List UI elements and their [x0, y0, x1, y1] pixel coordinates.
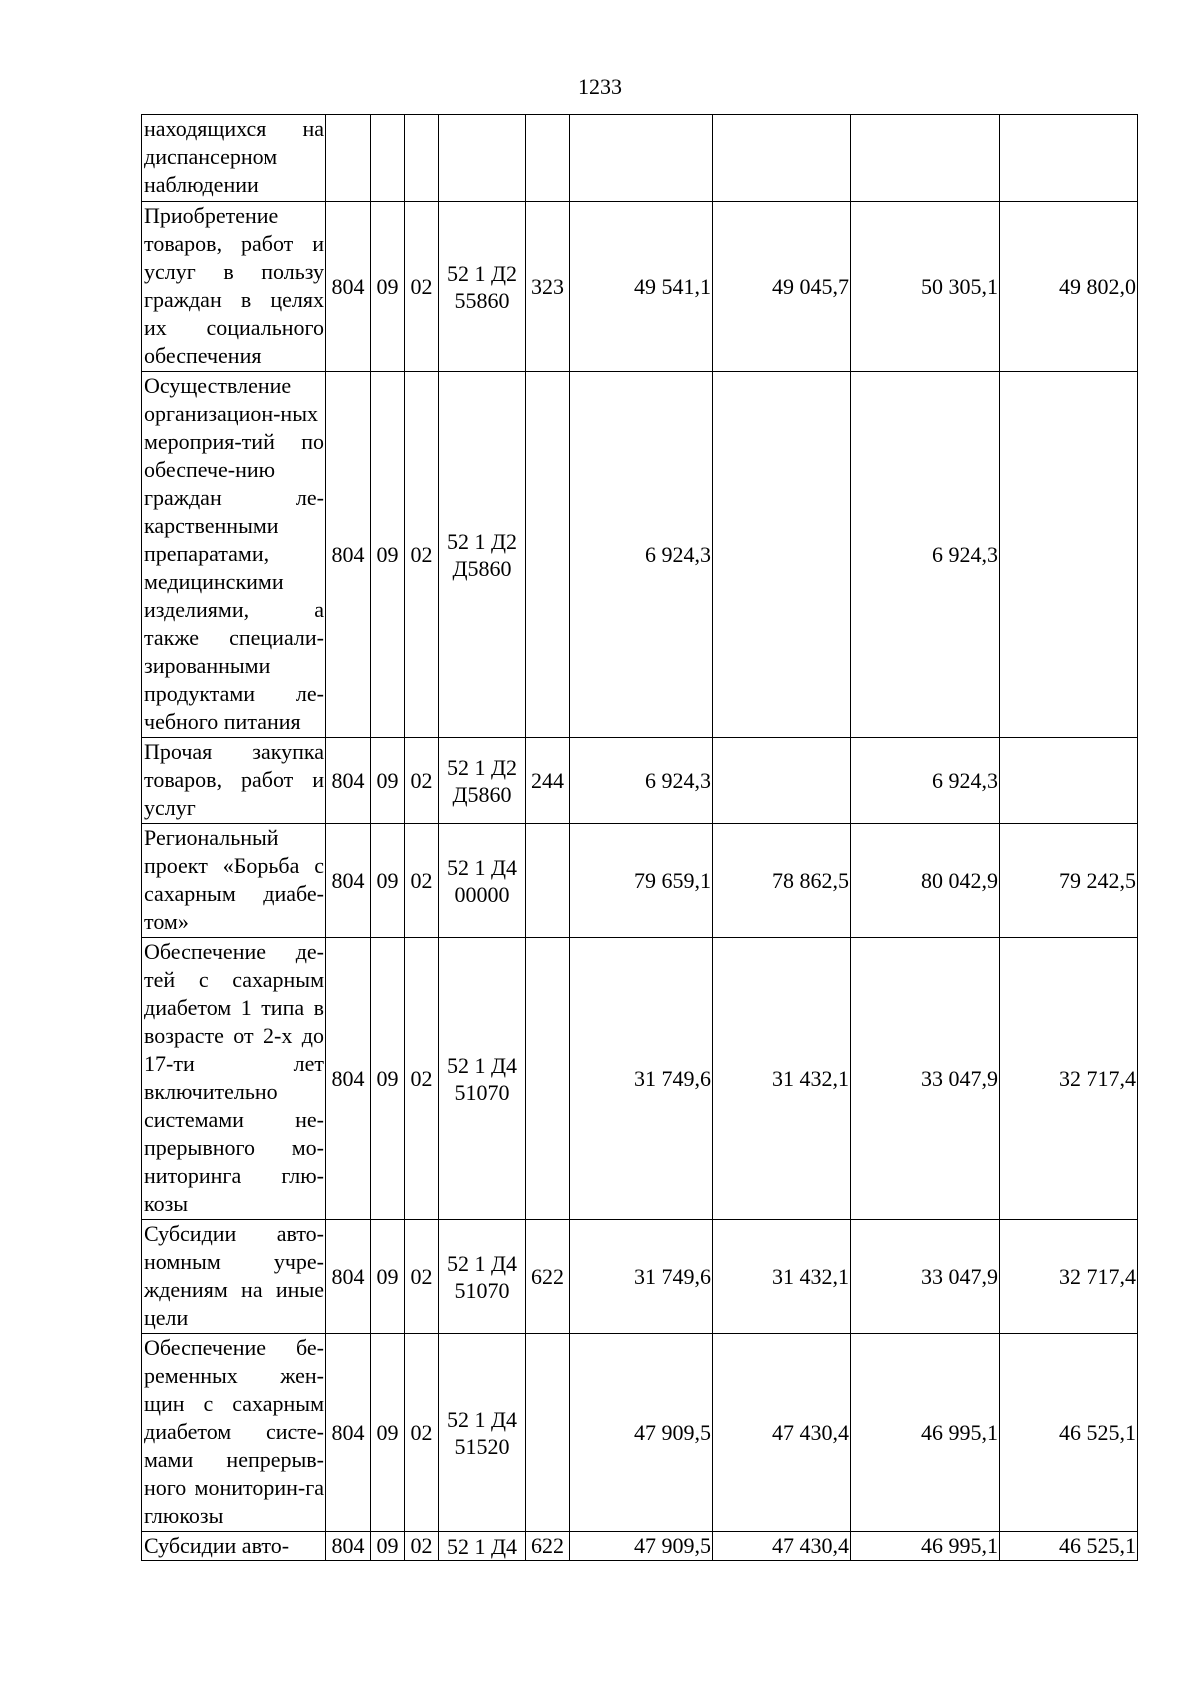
- page-number: 1233: [578, 74, 622, 99]
- target-article-line: 52 1 Д2: [446, 260, 517, 286]
- target-article-line: 52 1 Д2: [446, 754, 517, 780]
- target-article-line: Д5860: [452, 555, 512, 581]
- section-code-cell: 09: [371, 202, 405, 372]
- row-name-cell: Обеспечение бе-ременных жен-щин с сахарным диабетом систе-мами непрерыв-ного мониторин-га глюкозы: [142, 1334, 326, 1532]
- row-name-cell: Приобретение товаров, работ и услуг в пользу граждан в целях их социального обеспечения: [142, 202, 326, 372]
- section-code-cell: 09: [371, 372, 405, 738]
- amount-cell-4: 32 717,4: [1000, 938, 1138, 1220]
- amount-cell-3: 33 047,9: [851, 1220, 1000, 1334]
- target-article-cell: [439, 738, 526, 824]
- expense-type-cell: 244: [526, 738, 570, 824]
- amount-cell-2: 49 045,7: [713, 202, 851, 372]
- subsection-code-cell: 02: [405, 202, 439, 372]
- amount-cell-1: 49 541,1: [570, 202, 713, 372]
- amount-cell-3: 46 995,1: [851, 1532, 1000, 1561]
- amount-cell-2: [713, 738, 851, 824]
- amount-cell-3: 80 042,9: [851, 824, 1000, 938]
- subsection-code-cell: 02: [405, 738, 439, 824]
- expense-type-cell: 622: [526, 1220, 570, 1334]
- ved-code-cell: 804: [326, 938, 371, 1220]
- expense-type-cell: 622: [526, 1532, 570, 1561]
- table-row: [142, 1532, 1138, 1561]
- target-article-line: 52 1 Д4: [446, 1533, 517, 1559]
- target-article-line: 52 1 Д4: [446, 1406, 517, 1432]
- section-code-cell: 09: [371, 1334, 405, 1532]
- row-name-cell: Осуществление организацион-ных мероприя-тий по обеспече-нию граждан ле-карственными препаратами, медицинскими изделиями, а также специали-зированными продуктами ле-чебного питания: [142, 372, 326, 738]
- ved-code-cell: 804: [326, 1532, 371, 1561]
- amount-cell-3: 33 047,9: [851, 938, 1000, 1220]
- amount-cell-4: 49 802,0: [1000, 202, 1138, 372]
- table-row: [142, 824, 1138, 938]
- row-name-cell: Субсидии авто-номным учре-ждениям на иные цели: [142, 1220, 326, 1334]
- amount-cell-2: 31 432,1: [713, 938, 851, 1220]
- target-article-cell: [439, 1334, 526, 1532]
- table-row: [142, 738, 1138, 824]
- expense-type-cell: [526, 938, 570, 1220]
- subsection-code-cell: 02: [405, 1532, 439, 1561]
- target-article-line: 52 1 Д4: [446, 854, 517, 880]
- ved-code-cell: 804: [326, 824, 371, 938]
- subsection-code-cell: 02: [405, 1334, 439, 1532]
- row-name-cell: находящихся на диспансерном наблюдении: [142, 115, 326, 202]
- expense-type-cell: [526, 1334, 570, 1532]
- ved-code-cell: 804: [326, 738, 371, 824]
- amount-cell-1: 6 924,3: [570, 372, 713, 738]
- amount-cell-2: 47 430,4: [713, 1532, 851, 1561]
- subsection-code-cell: [405, 115, 439, 202]
- target-article-line: 52 1 Д2: [446, 528, 517, 554]
- amount-cell-1: 47 909,5: [570, 1532, 713, 1561]
- target-article-line: 55860: [454, 287, 510, 313]
- target-article-cell: [439, 372, 526, 738]
- amount-cell-4: 32 717,4: [1000, 1220, 1138, 1334]
- target-article-line: 52 1 Д4: [446, 1052, 517, 1078]
- amount-cell-2: 78 862,5: [713, 824, 851, 938]
- row-name-cell: Региональный проект «Борьба с сахарным диабе-том»: [142, 824, 326, 938]
- amount-cell-1: 79 659,1: [570, 824, 713, 938]
- amount-cell-3: 46 995,1: [851, 1334, 1000, 1532]
- target-article-line: 00000: [454, 881, 510, 907]
- amount-cell-4: [1000, 115, 1138, 202]
- row-name-cell: Прочая закупка товаров, работ и услуг: [142, 738, 326, 824]
- amount-cell-1: [570, 115, 713, 202]
- section-code-cell: [371, 115, 405, 202]
- amount-cell-3: 6 924,3: [851, 372, 1000, 738]
- target-article-cell: [439, 1532, 526, 1561]
- amount-cell-1: 31 749,6: [570, 938, 713, 1220]
- amount-cell-1: 47 909,5: [570, 1334, 713, 1532]
- amount-cell-2: [713, 115, 851, 202]
- expense-type-cell: [526, 372, 570, 738]
- section-code-cell: 09: [371, 1220, 405, 1334]
- amount-cell-1: 31 749,6: [570, 1220, 713, 1334]
- target-article-cell: [439, 1220, 526, 1334]
- subsection-code-cell: 02: [405, 372, 439, 738]
- table-row: [142, 938, 1138, 1220]
- amount-cell-2: [713, 372, 851, 738]
- target-article-line: 51520: [454, 1433, 510, 1459]
- target-article-cell: [439, 115, 526, 202]
- ved-code-cell: 804: [326, 1220, 371, 1334]
- table-row: [142, 115, 1138, 202]
- table-row: [142, 1220, 1138, 1334]
- table-row: [142, 372, 1138, 738]
- section-code-cell: 09: [371, 824, 405, 938]
- table-row: [142, 202, 1138, 372]
- target-article-line: 52 1 Д4: [446, 1250, 517, 1276]
- expense-type-cell: 323: [526, 202, 570, 372]
- amount-cell-1: 6 924,3: [570, 738, 713, 824]
- amount-cell-2: 47 430,4: [713, 1334, 851, 1532]
- amount-cell-4: [1000, 372, 1138, 738]
- subsection-code-cell: 02: [405, 824, 439, 938]
- amount-cell-4: 46 525,1: [1000, 1532, 1138, 1561]
- amount-cell-2: 31 432,1: [713, 1220, 851, 1334]
- section-code-cell: 09: [371, 738, 405, 824]
- amount-cell-3: 50 305,1: [851, 202, 1000, 372]
- target-article-cell: [439, 938, 526, 1220]
- amount-cell-3: [851, 115, 1000, 202]
- amount-cell-4: 79 242,5: [1000, 824, 1138, 938]
- table-body: [142, 115, 1138, 1561]
- budget-table: [141, 114, 1138, 1561]
- target-article-cell: [439, 202, 526, 372]
- ved-code-cell: 804: [326, 1334, 371, 1532]
- amount-cell-4: [1000, 738, 1138, 824]
- section-code-cell: 09: [371, 1532, 405, 1561]
- subsection-code-cell: 02: [405, 938, 439, 1220]
- ved-code-cell: [326, 115, 371, 202]
- ved-code-cell: 804: [326, 372, 371, 738]
- table-row: [142, 1334, 1138, 1532]
- target-article-line: 51070: [454, 1079, 510, 1105]
- expense-type-cell: [526, 824, 570, 938]
- amount-cell-3: 6 924,3: [851, 738, 1000, 824]
- target-article-line: Д5860: [452, 781, 512, 807]
- ved-code-cell: 804: [326, 202, 371, 372]
- target-article-line: 51070: [454, 1277, 510, 1303]
- target-article-cell: [439, 824, 526, 938]
- row-name-cell: Обеспечение де-тей с сахарным диабетом 1 типа в возрасте от 2-х до 17-ти лет включительно системами не-прерывного мо-ниторинга глю-козы: [142, 938, 326, 1220]
- expense-type-cell: [526, 115, 570, 202]
- amount-cell-4: 46 525,1: [1000, 1334, 1138, 1532]
- section-code-cell: 09: [371, 938, 405, 1220]
- subsection-code-cell: 02: [405, 1220, 439, 1334]
- row-name-cell: Субсидии авто-: [142, 1532, 326, 1561]
